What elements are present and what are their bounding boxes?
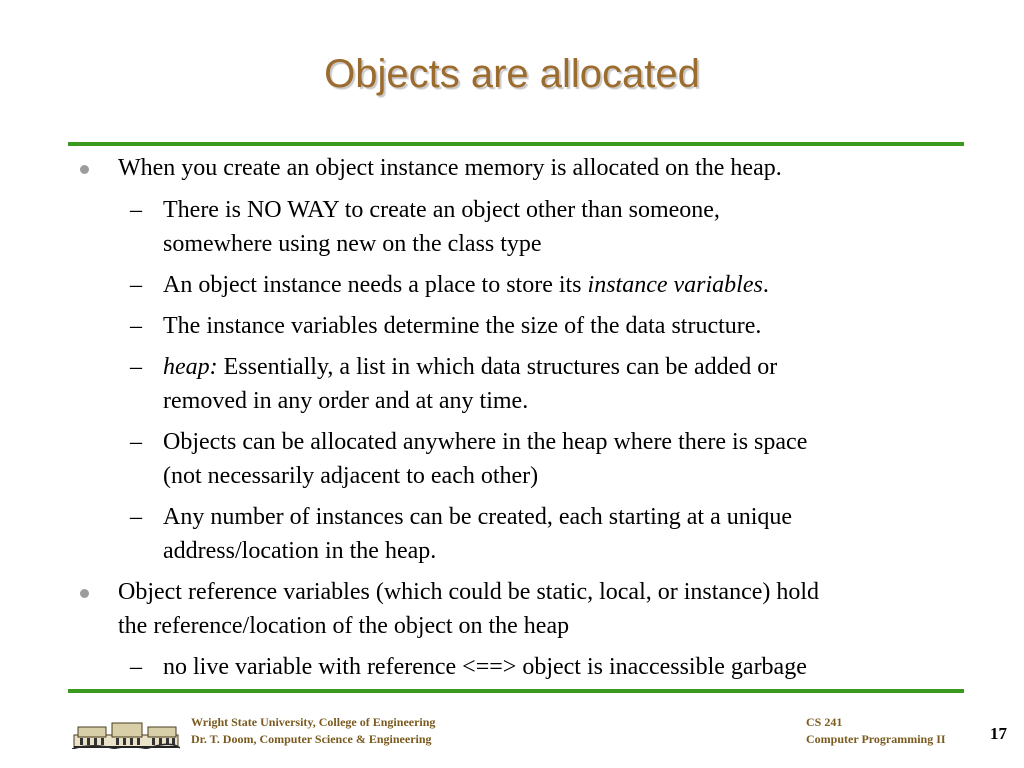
sub-bullet-item: [163, 650, 807, 684]
sub-bullet-text: Essentially, a list in which data structures can be added or: [217, 354, 778, 380]
sub-bullet-line: somewhere using new on the class type: [163, 231, 542, 257]
sub-bullet-line: (not necessarily adjacent to each other): [163, 463, 539, 489]
bullet-line: the reference/location of the object on the heap: [118, 613, 570, 639]
page-number: 17: [990, 724, 1007, 743]
bullet-item: [118, 151, 782, 185]
sub-bullet-item: [163, 268, 769, 302]
university-building-logo: [72, 715, 180, 749]
footer-institution: [191, 714, 435, 748]
footer-author: Dr. T. Doom, Computer Science & Engineering: [191, 732, 432, 746]
emphasis-text: instance variables: [587, 272, 763, 298]
sub-bullet-item: [163, 425, 807, 493]
emphasis-text: heap:: [163, 354, 218, 380]
dash-marker: –: [130, 197, 142, 223]
sub-bullet-item: [163, 193, 720, 261]
title-divider: [68, 142, 964, 146]
sub-bullet-line: address/location in the heap.: [163, 538, 437, 564]
sub-bullet-text: An object instance needs a place to store its: [163, 272, 588, 298]
bullet-item: [118, 575, 819, 643]
dash-marker: –: [130, 429, 142, 455]
sub-bullet-text: The instance variables determine the size of the data structure.: [163, 313, 762, 339]
footer-course-code: CS 241: [806, 715, 843, 729]
dash-marker: –: [130, 654, 142, 680]
footer-course: [806, 714, 946, 748]
sub-bullet-text: no live variable with reference <==> object is inaccessible garbage: [163, 654, 807, 680]
slide-title: Objects are allocated: [324, 52, 700, 96]
sub-bullet-text: .: [762, 272, 769, 298]
dash-marker: –: [130, 354, 142, 380]
dash-marker: –: [130, 313, 142, 339]
footer-university: Wright State University, College of Engineering: [191, 715, 436, 729]
bullet-dot: [80, 165, 89, 174]
sub-bullet-item: [163, 309, 761, 343]
sub-bullet-item: [163, 500, 792, 568]
dash-marker: –: [130, 272, 142, 298]
bullet-line: Object reference variables (which could be static, local, or instance) hold: [118, 579, 820, 605]
sub-bullet-line: There is NO WAY to create an object other than someone,: [163, 197, 720, 223]
bullet-text: When you create an object instance memory is allocated on the heap.: [118, 155, 782, 181]
sub-bullet-item: [163, 350, 777, 418]
sub-bullet-line: Any number of instances can be created, each starting at a unique: [163, 504, 793, 530]
bullet-dot: [80, 589, 89, 598]
footer-divider: [68, 689, 964, 693]
dash-marker: –: [130, 504, 142, 530]
footer-course-name: Computer Programming II: [806, 732, 946, 746]
sub-bullet-line: removed in any order and at any time.: [163, 388, 529, 414]
sub-bullet-line: Objects can be allocated anywhere in the heap where there is space: [163, 429, 808, 455]
